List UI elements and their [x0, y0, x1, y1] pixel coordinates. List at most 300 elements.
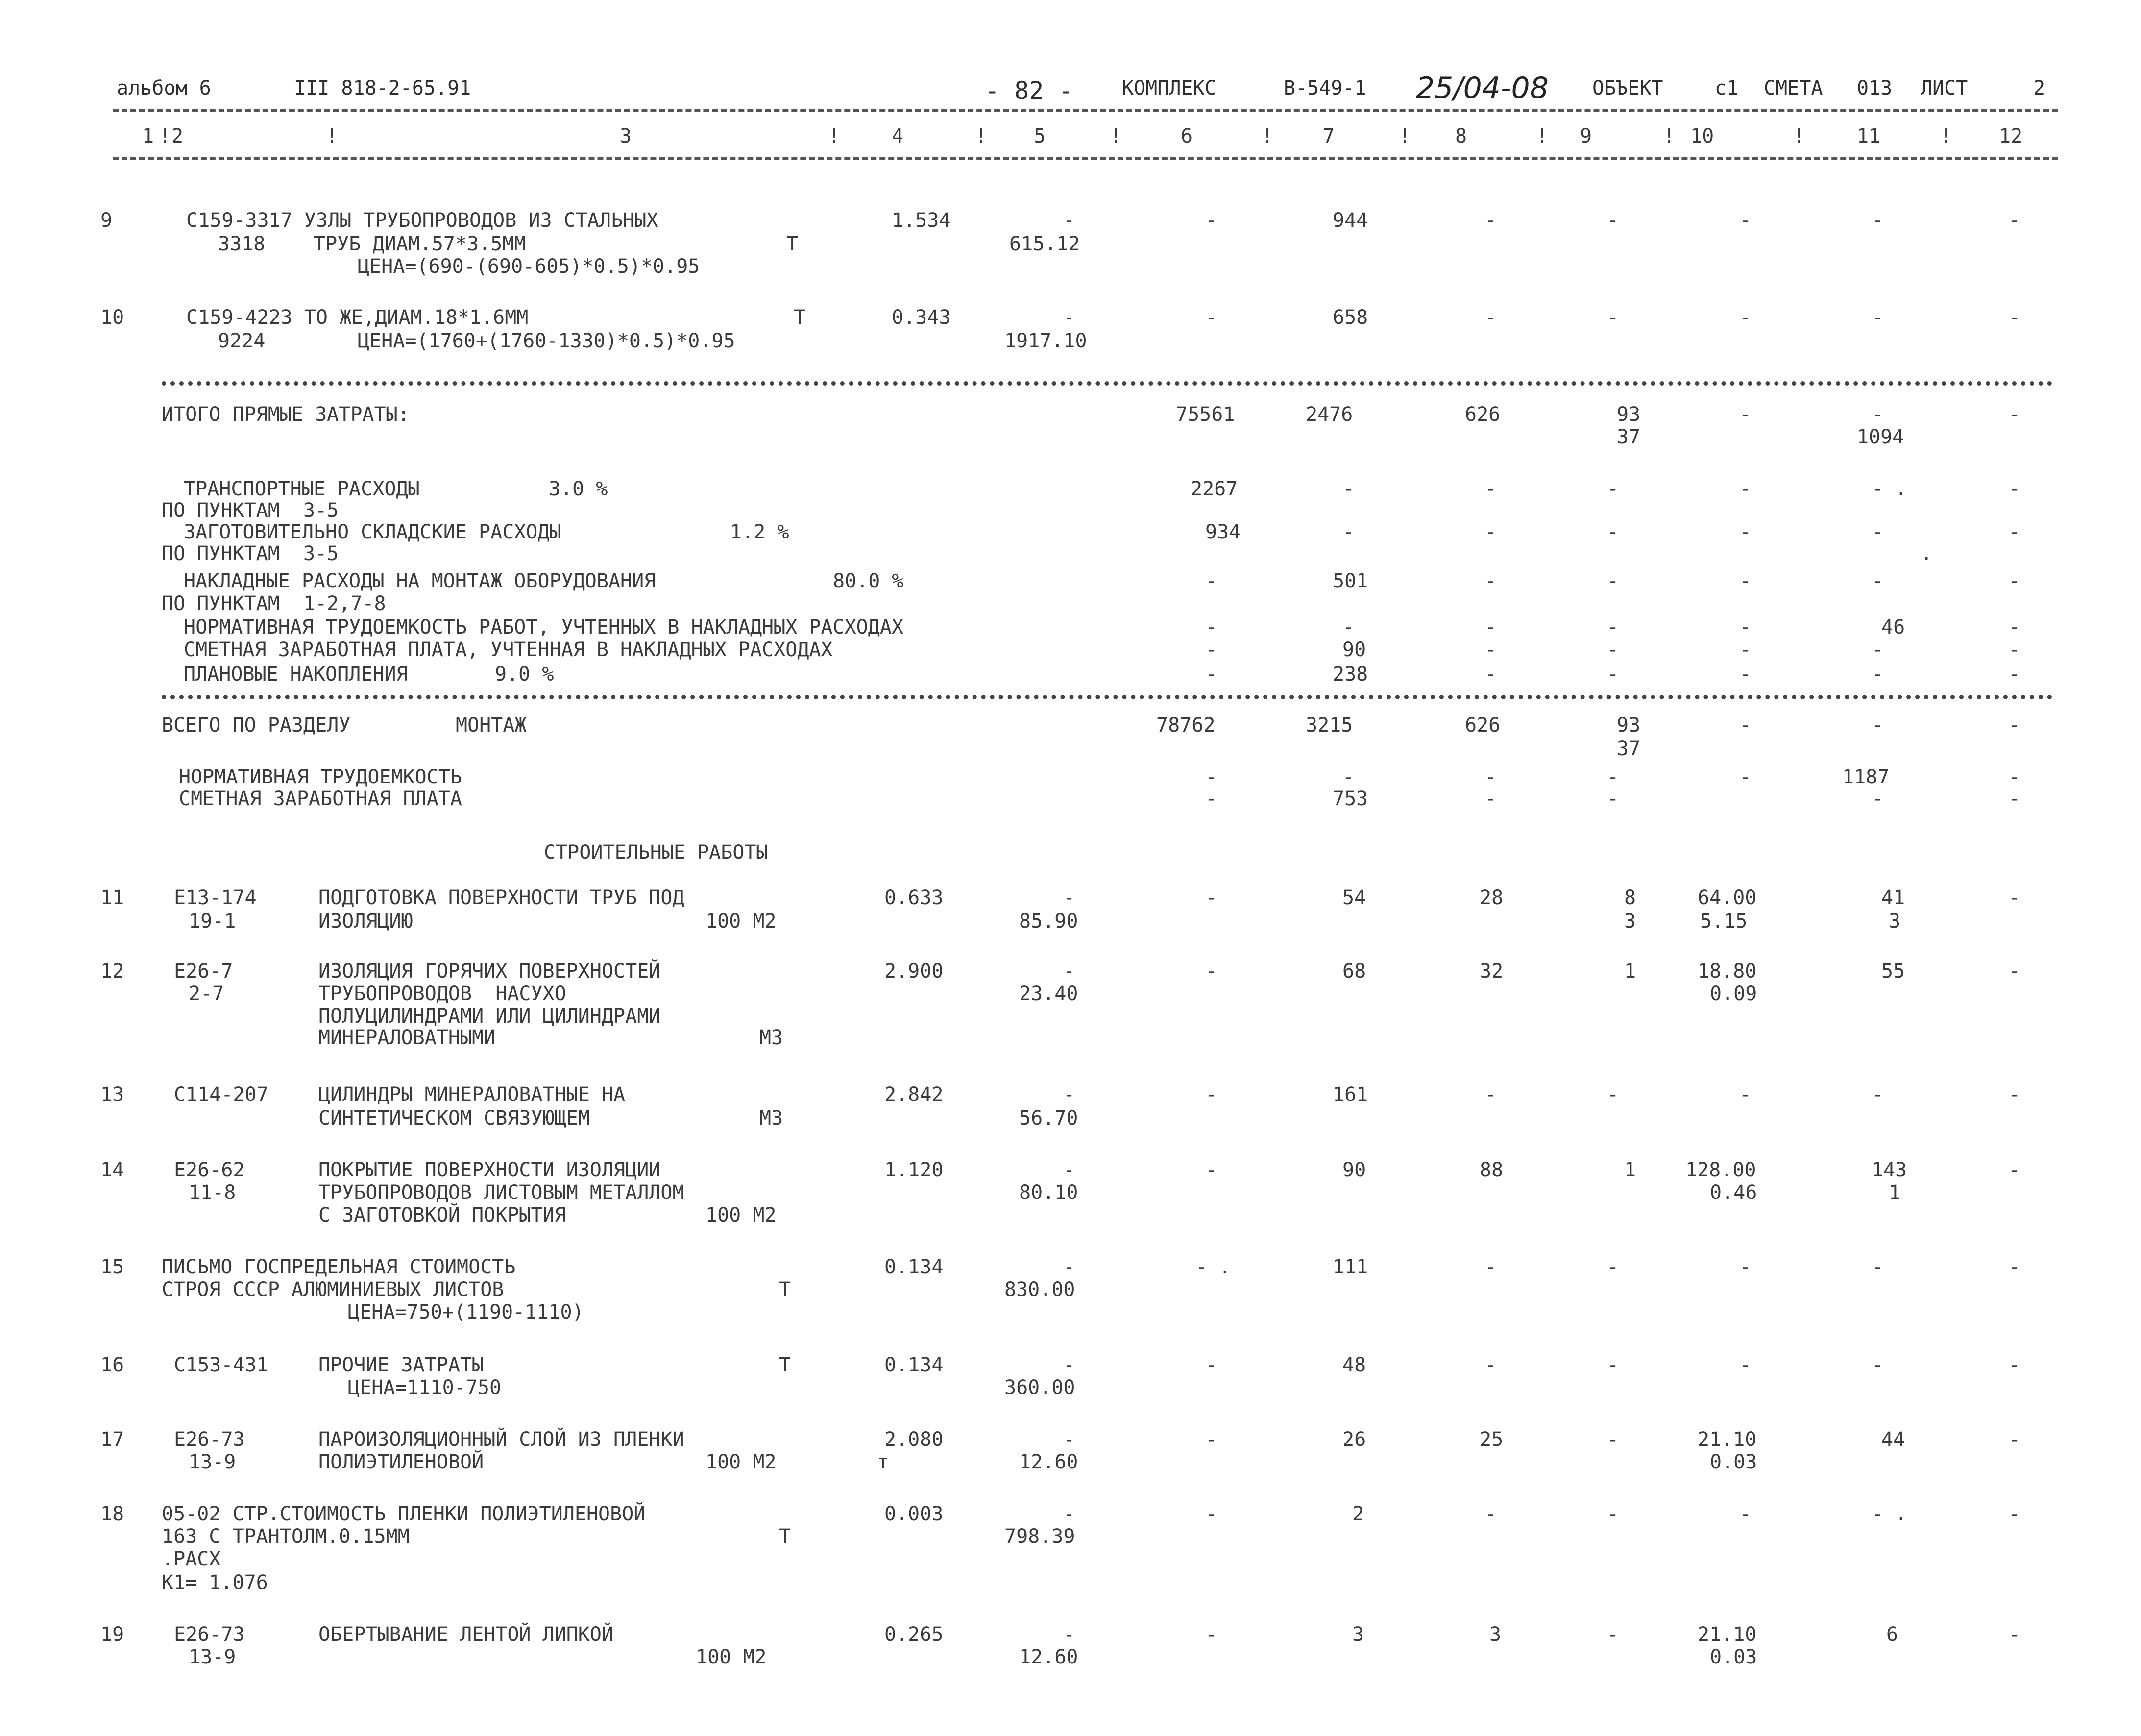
table-cell: - — [1205, 616, 1217, 638]
table-cell: - — [1205, 1354, 1217, 1376]
table-cell: 90 — [1342, 638, 1366, 661]
table-cell: - — [1205, 1623, 1217, 1646]
table-cell: 64.00 — [1698, 886, 1757, 909]
table-cell: - — [1484, 663, 1497, 685]
table-cell: 13 — [100, 1083, 124, 1106]
table-cell: СМЕТНАЯ ЗАРАБОТНАЯ ПЛАТА — [179, 787, 462, 810]
table-cell: . — [1921, 542, 1933, 565]
table-cell: 626 — [1465, 403, 1501, 426]
table-cell: 26 — [1342, 1428, 1366, 1451]
table-cell: - — [1739, 663, 1752, 685]
table-cell: 830.00 — [1004, 1278, 1075, 1301]
table-cell: 80.10 — [1019, 1181, 1078, 1204]
column-number: 9 — [1580, 125, 1592, 147]
table-cell: ТРАНСПОРТНЫЕ РАСХОДЫ — [184, 478, 420, 500]
table-cell: - — [2009, 570, 2021, 592]
table-cell: 0.46 — [1710, 1181, 1757, 1204]
table-cell: - — [1872, 521, 1884, 543]
table-cell: Т — [779, 1525, 791, 1548]
table-cell: - — [1739, 1354, 1752, 1376]
table-cell: 56.70 — [1019, 1107, 1078, 1129]
table-cell: 0.633 — [884, 886, 944, 909]
column-number: 3 — [620, 125, 632, 147]
table-cell: - — [1205, 1503, 1217, 1525]
table-cell: 17 — [100, 1428, 124, 1451]
table-cell: 1917.10 — [1004, 330, 1087, 352]
table-cell: 161 — [1333, 1083, 1368, 1106]
table-cell: 5.15 — [1700, 910, 1748, 932]
table-cell: ПИСЬМО ГОСПРЕДЕЛЬНАЯ СТОИМОСТЬ — [162, 1256, 516, 1278]
table-cell: 944 — [1333, 209, 1368, 232]
table-cell: 37 — [1617, 737, 1641, 760]
table-cell: - — [2009, 787, 2021, 810]
table-cell: - — [1739, 403, 1752, 426]
table-cell: 15 — [100, 1256, 124, 1278]
table-cell: - — [1205, 766, 1217, 788]
table-cell: 11 — [100, 886, 124, 909]
table-cell: т — [877, 1451, 889, 1473]
object-number: с1 — [1715, 77, 1739, 99]
table-cell: 1187 — [1842, 766, 1890, 788]
table-cell: - — [2009, 663, 2021, 685]
table-cell: 6 — [1886, 1623, 1898, 1646]
table-cell: - — [1342, 478, 1355, 500]
table-cell: 1 — [1624, 960, 1636, 982]
table-cell: 100 М2 — [706, 910, 777, 932]
table-cell: 3215 — [1306, 714, 1353, 736]
table-cell: - — [1484, 521, 1497, 543]
table-cell: - — [1063, 1083, 1075, 1106]
column-separator: ! — [1536, 125, 1548, 147]
table-cell: 360.00 — [1004, 1376, 1075, 1399]
table-cell: 0.134 — [884, 1354, 944, 1376]
column-number: 1 — [142, 125, 154, 147]
table-cell: - — [1205, 209, 1217, 232]
page-number: - 82 - — [985, 76, 1073, 105]
table-cell: 11-8 — [189, 1181, 236, 1204]
table-cell: 55 — [1881, 960, 1905, 982]
column-separator: ! — [1663, 125, 1676, 147]
column-separator: ! — [1399, 125, 1411, 147]
table-cell: ПО ПУНКТАМ 3-5 — [162, 499, 339, 522]
table-cell: 9.0 % — [495, 663, 554, 685]
table-cell: 32 — [1480, 960, 1504, 982]
table-cell: ПОЛУЦИЛИНДРАМИ ИЛИ ЦИЛИНДРАМИ — [318, 1005, 661, 1027]
table-cell: 626 — [1465, 714, 1501, 736]
dotted-separator — [162, 695, 2053, 699]
table-cell: - — [1607, 521, 1619, 543]
table-cell: - — [1342, 766, 1355, 788]
column-number: 2 — [171, 125, 184, 147]
table-cell: - — [2009, 960, 2021, 982]
table-cell: 0.03 — [1710, 1646, 1757, 1668]
table-cell: - — [1872, 1256, 1884, 1278]
table-cell: - — [1205, 787, 1217, 810]
table-cell: 44 — [1881, 1428, 1905, 1451]
table-cell: - — [2009, 616, 2021, 638]
table-cell: - — [1872, 787, 1884, 810]
table-cell: - — [1607, 1503, 1619, 1525]
table-cell: - — [1607, 209, 1619, 232]
table-cell: 12.60 — [1019, 1646, 1078, 1668]
table-cell: 0.03 — [1710, 1451, 1757, 1473]
table-cell: 934 — [1205, 521, 1241, 543]
table-cell: - — [1205, 1428, 1217, 1451]
table-cell: - — [1872, 306, 1884, 329]
table-cell: - — [1739, 521, 1752, 543]
table-cell: 80.0 % — [833, 570, 904, 592]
sheet-number: 2 — [2033, 77, 2045, 99]
table-cell: - — [1607, 1428, 1619, 1451]
table-cell: - — [1063, 886, 1075, 909]
table-cell: 658 — [1333, 306, 1368, 329]
table-cell: - — [1739, 1503, 1752, 1525]
table-cell: - — [1872, 663, 1884, 685]
table-cell: ЦЕНА=(1760+(1760-1330)*0.5)*0.95 — [358, 330, 735, 352]
table-cell: НАКЛАДНЫЕ РАСХОДЫ НА МОНТАЖ ОБОРУДОВАНИЯ — [184, 570, 656, 592]
table-cell: - — [1205, 886, 1217, 909]
table-cell: ЗАГОТОВИТЕЛЬНО СКЛАДСКИЕ РАСХОДЫ — [184, 521, 561, 543]
table-cell: Т — [779, 1354, 791, 1376]
table-cell: 1.2 % — [730, 521, 789, 543]
table-cell: ПОЛИЭТИЛЕНОВОЙ — [318, 1451, 484, 1473]
table-cell: МИНЕРАЛОВАТНЫМИ — [318, 1027, 496, 1049]
table-cell: 46 — [1881, 616, 1905, 638]
table-cell: - — [1607, 766, 1619, 788]
table-cell: 9 — [100, 209, 113, 232]
table-cell: - — [1872, 1354, 1884, 1376]
table-cell: К1= 1.076 — [162, 1571, 268, 1594]
column-number: 11 — [1857, 125, 1881, 147]
table-cell: - — [2009, 1623, 2021, 1646]
table-cell: 100 М2 — [706, 1451, 777, 1473]
table-cell: 0.343 — [892, 306, 951, 329]
table-cell: 13-9 — [189, 1646, 236, 1668]
table-cell: - — [2009, 886, 2021, 909]
table-cell: С153-431 — [174, 1354, 268, 1376]
table-cell: 1.534 — [892, 209, 951, 232]
table-cell: - — [1607, 616, 1619, 638]
table-cell: - — [1205, 638, 1217, 661]
table-cell: - — [1484, 1083, 1497, 1106]
table-cell: 14 — [100, 1159, 124, 1181]
table-cell: - — [1484, 1256, 1497, 1278]
table-cell: - — [1607, 306, 1619, 329]
table-cell: 753 — [1333, 787, 1368, 810]
table-cell: - — [2009, 521, 2021, 543]
table-cell: - — [1607, 1256, 1619, 1278]
table-cell: СМЕТНАЯ ЗАРАБОТНАЯ ПЛАТА, УЧТЕННАЯ В НАКЛАДНЫХ РАСХОДАХ — [184, 638, 833, 661]
table-cell: 2 — [1352, 1503, 1364, 1525]
table-cell: - — [1205, 306, 1217, 329]
table-cell: ПРОЧИЕ ЗАТРАТЫ — [318, 1354, 484, 1376]
table-cell: - — [1739, 766, 1752, 788]
table-cell: - — [1063, 1503, 1075, 1525]
table-cell: - — [1607, 787, 1619, 810]
table-cell: 23.40 — [1019, 982, 1078, 1005]
table-cell: - — [2009, 714, 2021, 736]
table-cell: ПОДГОТОВКА ПОВЕРХНОСТИ ТРУБ ПОД — [318, 886, 684, 909]
table-cell: - — [1063, 306, 1075, 329]
table-cell: 2476 — [1306, 403, 1353, 426]
table-cell: 128.00 — [1685, 1159, 1756, 1181]
table-cell: 0.09 — [1710, 982, 1757, 1005]
table-cell: - — [2009, 766, 2021, 788]
table-cell: Т — [794, 306, 806, 329]
object-label: ОБЪЕКТ — [1592, 77, 1663, 99]
table-cell: - — [1484, 570, 1497, 592]
table-cell: 85.90 — [1019, 910, 1078, 932]
table-cell: - — [1607, 638, 1619, 661]
table-cell: 3 — [1889, 910, 1901, 932]
column-number: 6 — [1181, 125, 1193, 147]
table-cell: - — [1872, 1083, 1884, 1106]
table-cell: 13-9 — [189, 1451, 236, 1473]
table-cell: 100 М2 — [696, 1646, 767, 1668]
table-cell: - — [1205, 663, 1217, 685]
table-cell: ОБЕРТЫВАНИЕ ЛЕНТОЙ ЛИПКОЙ — [318, 1623, 614, 1646]
table-cell: - — [1342, 616, 1355, 638]
table-cell: - — [2009, 403, 2021, 426]
column-separator: ! — [1110, 125, 1122, 147]
table-cell: - — [1739, 570, 1752, 592]
table-cell: - — [1205, 1083, 1217, 1106]
table-cell: - — [1342, 521, 1355, 543]
table-cell: 2.900 — [884, 960, 944, 982]
column-separator: ! — [159, 125, 171, 147]
sheet-label: ЛИСТ — [1921, 77, 1968, 99]
table-cell: 16 — [100, 1354, 124, 1376]
table-cell: 1 — [1624, 1159, 1636, 1181]
table-cell: ЦИЛИНДРЫ МИНЕРАЛОВАТНЫЕ НА — [318, 1083, 626, 1106]
table-cell: 68 — [1342, 960, 1366, 982]
table-cell: 3318 — [218, 233, 266, 255]
table-cell: 2-7 — [189, 982, 224, 1005]
table-cell: - — [1739, 616, 1752, 638]
table-cell: 0.134 — [884, 1256, 944, 1278]
table-cell: 3 — [1352, 1623, 1364, 1646]
column-number: 4 — [892, 125, 904, 147]
table-cell: ПО ПУНКТАМ 1-2,7-8 — [162, 592, 386, 615]
table-cell: С114-207 — [174, 1083, 268, 1106]
table-cell: - — [1484, 616, 1497, 638]
table-cell: 05-02 СТР.СТОИМОСТЬ ПЛЕНКИ ПОЛИЭТИЛЕНОВОЙ — [162, 1503, 646, 1525]
table-cell: - — [1739, 1256, 1752, 1278]
table-cell: - — [2009, 1256, 2021, 1278]
table-cell: - — [2009, 306, 2021, 329]
table-cell: - . — [1872, 1503, 1907, 1525]
column-number: 5 — [1034, 125, 1046, 147]
table-cell: СТРОЯ СССР АЛЮМИНИЕВЫХ ЛИСТОВ — [162, 1278, 504, 1301]
table-cell: 78762 — [1156, 714, 1216, 736]
table-cell: 3.0 % — [549, 478, 608, 500]
table-cell: 88 — [1480, 1159, 1504, 1181]
table-cell: - — [2009, 1159, 2021, 1181]
smeta-label: СМЕТА — [1764, 77, 1823, 99]
table-cell: - — [1607, 1083, 1619, 1106]
table-cell: - — [1484, 306, 1497, 329]
table-cell: М3 — [759, 1107, 783, 1129]
column-separator: ! — [1940, 125, 1952, 147]
stamp-number: 25/04-08 — [1416, 71, 1549, 105]
complex-label: КОМПЛЕКС — [1122, 77, 1216, 99]
table-cell: - — [1872, 209, 1884, 232]
table-cell: - — [1607, 1354, 1619, 1376]
table-cell: - . — [1872, 478, 1907, 500]
table-cell: ТРУБ ДИАМ.57*3.5ММ — [314, 233, 526, 255]
table-cell: Е26-73 — [174, 1428, 245, 1451]
column-separator: ! — [1793, 125, 1805, 147]
smeta-number: 013 — [1857, 77, 1893, 99]
table-cell: 48 — [1342, 1354, 1366, 1376]
table-cell: ЦЕНА=1110-750 — [348, 1376, 502, 1399]
table-cell: - — [1484, 1354, 1497, 1376]
table-cell: 1.120 — [884, 1159, 944, 1181]
header-rule-bottom — [113, 157, 2058, 160]
table-cell: ЦЕНА=(690-(690-605)*0.5)*0.95 — [358, 255, 700, 278]
table-cell: - — [1872, 570, 1884, 592]
table-cell: 18.80 — [1698, 960, 1757, 982]
table-cell: Е13-174 — [174, 886, 257, 909]
table-cell: 238 — [1333, 663, 1368, 685]
table-cell: ПОКРЫТИЕ ПОВЕРХНОСТИ ИЗОЛЯЦИИ — [318, 1159, 661, 1181]
table-cell: - — [1739, 1083, 1752, 1106]
table-cell: СТРОИТЕЛЬНЫЕ РАБОТЫ — [544, 841, 768, 864]
table-cell: 75561 — [1176, 403, 1235, 426]
table-cell: - — [1484, 478, 1497, 500]
table-cell: .РАСХ — [162, 1548, 221, 1570]
table-cell: 1 — [1889, 1181, 1901, 1204]
table-cell: - — [1063, 1354, 1075, 1376]
table-cell: Е26-7 — [174, 960, 233, 982]
table-cell: 19 — [100, 1623, 124, 1646]
table-cell: Т — [779, 1278, 791, 1301]
table-cell: С ЗАГОТОВКОЙ ПОКРЫТИЯ — [318, 1204, 566, 1226]
table-cell: 111 — [1333, 1256, 1368, 1278]
table-cell: МОНТАЖ — [456, 714, 527, 736]
table-cell: - — [1063, 1159, 1075, 1181]
column-number: 12 — [1999, 125, 2023, 147]
table-cell: 12 — [100, 960, 124, 982]
table-cell: - — [1872, 638, 1884, 661]
table-cell: 54 — [1342, 886, 1366, 909]
table-cell: ТРУБОПРОВОДОВ ЛИСТОВЫМ МЕТАЛЛОМ — [318, 1181, 684, 1204]
table-cell: - — [1484, 638, 1497, 661]
table-cell: 9224 — [218, 330, 266, 352]
table-cell: НОРМАТИВНАЯ ТРУДОЕМКОСТЬ РАБОТ, УЧТЕННЫХ В НАКЛАДНЫХ РАСХОДАХ — [184, 616, 904, 638]
table-cell: 90 — [1342, 1159, 1366, 1181]
table-cell: 501 — [1333, 570, 1368, 592]
table-cell: - — [1205, 570, 1217, 592]
table-cell: 93 — [1617, 403, 1641, 426]
table-cell: 143 — [1872, 1159, 1907, 1181]
table-cell: СИНТЕТИЧЕСКОМ СВЯЗУЮЩЕМ — [318, 1107, 590, 1129]
dotted-separator — [162, 381, 2053, 386]
table-cell: - — [1205, 1159, 1217, 1181]
table-cell: - — [1739, 478, 1752, 500]
table-cell: 3 — [1624, 910, 1636, 932]
column-number: 10 — [1690, 125, 1714, 147]
table-cell: 1094 — [1857, 426, 1904, 448]
table-cell: - — [2009, 1354, 2021, 1376]
table-cell: 21.10 — [1698, 1623, 1757, 1646]
table-cell: - — [1739, 306, 1752, 329]
table-cell: - — [1607, 1623, 1619, 1646]
table-cell: 37 — [1617, 426, 1641, 448]
table-cell: 8 — [1624, 886, 1636, 909]
table-cell: - — [1484, 787, 1497, 810]
table-cell: ИЗОЛЯЦИЮ — [318, 910, 413, 932]
table-cell: Е26-73 — [174, 1623, 245, 1646]
table-cell: - — [1205, 960, 1217, 982]
column-separator: ! — [326, 125, 338, 147]
table-cell: ПАРОИЗОЛЯЦИОННЫЙ СЛОЙ ИЗ ПЛЕНКИ — [318, 1428, 684, 1451]
table-cell: ИЗОЛЯЦИЯ ГОРЯЧИХ ПОВЕРХНОСТЕЙ — [318, 960, 661, 982]
table-cell: 100 М2 — [706, 1204, 777, 1226]
table-cell: 18 — [100, 1503, 124, 1525]
table-cell: 93 — [1617, 714, 1641, 736]
table-cell: Е26-62 — [174, 1159, 245, 1181]
table-cell: С159-3317 УЗЛЫ ТРУБОПРОВОДОВ ИЗ СТАЛЬНЫХ — [186, 209, 658, 232]
table-cell: 163 С ТРАНТОЛМ.0.15ММ — [162, 1525, 410, 1548]
table-cell: 28 — [1480, 886, 1504, 909]
table-cell: - — [2009, 478, 2021, 500]
table-cell: - — [1607, 663, 1619, 685]
table-cell: - — [1063, 1428, 1075, 1451]
table-cell: 0.265 — [884, 1623, 944, 1646]
table-cell: - — [1872, 714, 1884, 736]
table-cell: - — [1484, 766, 1497, 788]
album-label: альбом 6 — [117, 77, 211, 99]
table-cell: 12.60 — [1019, 1451, 1078, 1473]
table-cell: - — [1739, 209, 1752, 232]
table-cell: - — [2009, 209, 2021, 232]
table-cell: - — [1739, 714, 1752, 736]
table-cell: 2.080 — [884, 1428, 944, 1451]
column-number: 7 — [1323, 125, 1335, 147]
table-cell: - — [2009, 1503, 2021, 1525]
table-cell: НОРМАТИВНАЯ ТРУДОЕМКОСТЬ — [179, 766, 462, 788]
table-cell: ИТОГО ПРЯМЫЕ ЗАТРАТЫ: — [162, 403, 410, 426]
table-cell: ПЛАНОВЫЕ НАКОПЛЕНИЯ — [184, 663, 408, 685]
column-separator: ! — [975, 125, 987, 147]
table-cell: М3 — [759, 1027, 783, 1049]
table-cell: - — [1607, 478, 1619, 500]
table-cell: 3 — [1489, 1623, 1502, 1646]
table-cell: 0.003 — [884, 1503, 944, 1525]
table-cell: - — [1872, 403, 1884, 426]
table-cell: ТРУБОПРОВОДОВ НАСУХО — [318, 982, 566, 1005]
table-cell: - — [1739, 638, 1752, 661]
table-cell: 25 — [1480, 1428, 1504, 1451]
table-cell: 615.12 — [1009, 233, 1080, 255]
table-cell: Т — [786, 233, 799, 255]
document-code: III 818-2-65.91 — [294, 77, 471, 99]
table-cell: - — [1063, 960, 1075, 982]
table-cell: - — [2009, 638, 2021, 661]
table-cell: - — [1484, 1503, 1497, 1525]
table-cell: - . — [1195, 1256, 1231, 1278]
table-cell: - — [2009, 1428, 2021, 1451]
table-cell: - — [1063, 209, 1075, 232]
table-cell: С159-4223 ТО ЖЕ,ДИАМ.18*1.6ММ — [186, 306, 529, 329]
table-cell: 10 — [100, 306, 124, 329]
table-cell: - — [1063, 1623, 1075, 1646]
table-cell: ВСЕГО ПО РАЗДЕЛУ — [162, 714, 351, 736]
table-cell: 41 — [1881, 886, 1905, 909]
table-cell: 798.39 — [1004, 1525, 1075, 1548]
table-cell: - — [1484, 209, 1497, 232]
